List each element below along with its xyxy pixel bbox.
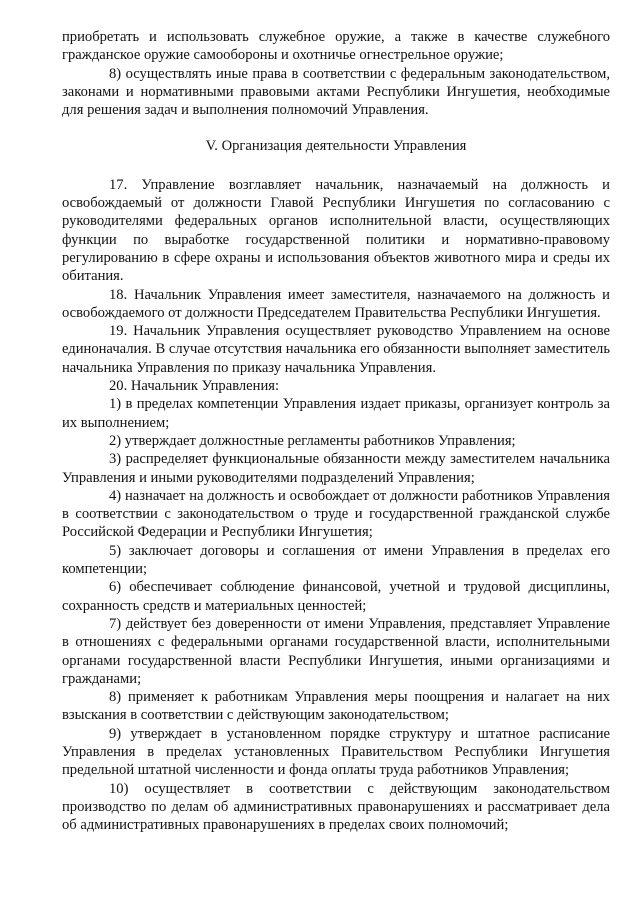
paragraph-17: 17. Управление возглавляет начальник, назначаемый на должность и освобождаемый от должности Главой Республики Ингушетия по согласованию с руководителями федеральных органов исполнительной власти, осуществляющих функции по выработке государственной политики и нормативно-правовому регулированию в сфере охраны и использования объектов животного мира и среды их обитания. xyxy=(62,176,610,285)
list-item-2: 2) утверждает должностные регламенты работников Управления; xyxy=(109,432,516,449)
paragraph-weapons: приобретать и использовать служебное оружие, а также в качестве служебного гражданское оружие самообороны и охотничье огнестрельное оружие; xyxy=(62,29,610,64)
list-item-3: 3) распределяет функциональные обязанности между заместителем начальника Управления и иными руководителями подразделений Управления; xyxy=(62,451,610,486)
list-item-7: 7) действует без доверенности от имени Управления, представляет Управление в отношениях с федеральными органами государственной власти, исполнительными органами государственной власти Республики Ингушетия, иными организациями и гражданами; xyxy=(62,615,610,687)
paragraph-18: 18. Начальник Управления имеет заместителя, назначаемого на должность и освобождаемого от должности Председателем Правительства Республики Ингушетия. xyxy=(62,286,610,321)
document-page xyxy=(62,28,610,834)
paragraph-19: 19. Начальник Управления осуществляет руководство Управлением на основе единоначалия. В случае отсутствия начальника его обязанности выполняет заместитель начальника Управления по приказу начальника Управления. xyxy=(62,323,610,376)
list-item-10: 10) осуществляет в соответствии с действующим законодательством производство по делам об административных правонарушениях и рассматривает дела об административных правонарушениях в пределах своих полномочий; xyxy=(62,780,610,834)
list-item-4: 4) назначает на должность и освобождает от должности работников Управления в соответствии с законодательством о труде и государственной гражданской службе Российской Федерации и Республики Ингушетия; xyxy=(62,487,610,541)
paragraph-item-8-rights: 8) осуществлять иные права в соответствии с федеральным законодательством, законами и нормативными правовыми актами Республики Ингушетия, необходимые для решения задач и выполнения полномочий Управления. xyxy=(62,65,610,119)
list-item-5: 5) заключает договоры и соглашения от имени Управления в пределах его компетенции; xyxy=(62,542,610,578)
list-item-6: 6) обеспечивает соблюдение финансовой, учетной и трудовой дисциплины, сохранность средств и материальных ценностей; xyxy=(62,579,610,614)
section-heading: V. Организация деятельности Управления xyxy=(205,138,467,155)
list-item-1: 1) в пределах компетенции Управления издает приказы, организует контроль за их выполнением; xyxy=(62,396,610,431)
list-item-8: 8) применяет к работникам Управления меры поощрения и налагает на них взыскания в соответствии с действующим законодательством; xyxy=(62,689,610,724)
list-item-9: 9) утверждает в установленном порядке структуру и штатное расписание Управления в пределах установленных Правительством Республики Ингушетия предельной штатной численности и фонда оплаты труда работников Управления; xyxy=(62,725,610,779)
paragraph-20: 20. Начальник Управления: xyxy=(109,378,280,395)
